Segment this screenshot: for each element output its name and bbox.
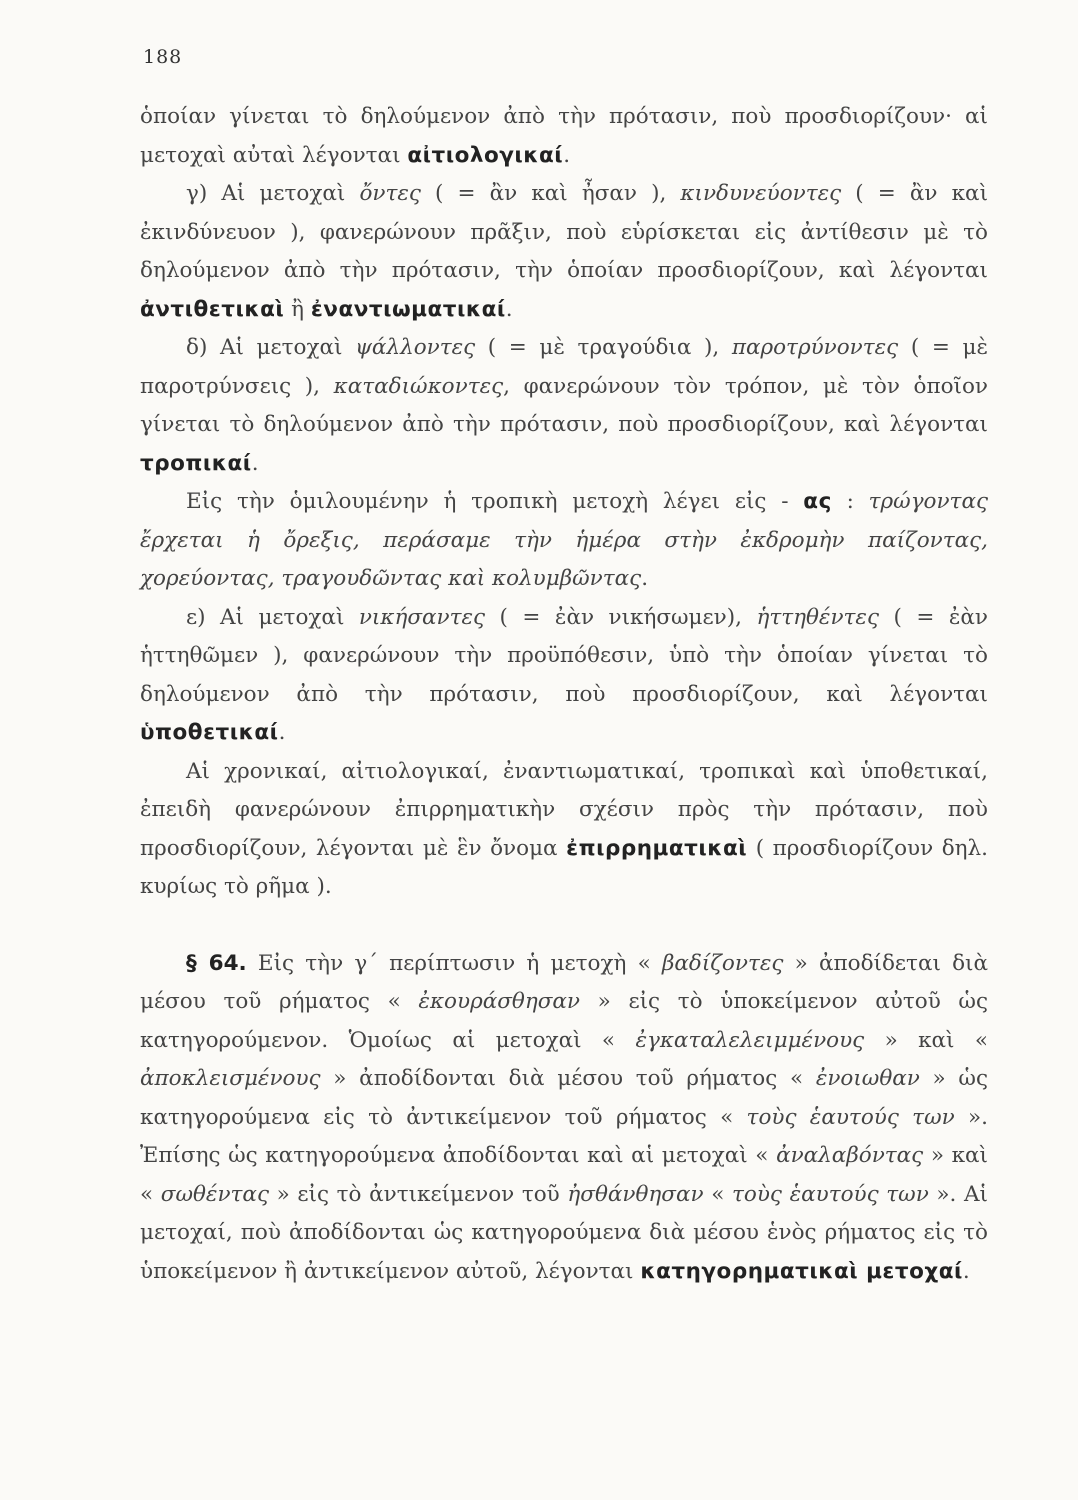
text-run: , φανερώνουν τὸν τρόπον, μὲ τὸν ὁποῖον γίνεται τὸ δηλούμενον ἀπὸ τὴν πρότασιν, ποὺ προσδιορίζουν, καὶ λέγονται xyxy=(140,373,988,437)
text-run: » εἰς τὸ ἀντικείμενον τοῦ xyxy=(269,1181,568,1207)
text-run: » ὡς κατηγορούμενα εἰς τὸ ἀντικείμενον τοῦ ρήματος « xyxy=(140,1066,988,1130)
paragraph-modal xyxy=(140,329,988,483)
page-body xyxy=(140,98,988,1291)
text-run: . xyxy=(505,296,513,322)
example-italic: τοὺς ἑαυτούς των xyxy=(732,1181,929,1207)
example-italic: καταδιώκοντες xyxy=(333,373,504,399)
section-number: § 64. xyxy=(186,950,247,976)
text-run: ( προσδιορίζουν δηλ. κυρίως τὸ ρῆμα ). xyxy=(140,835,988,899)
section-64-paragraph xyxy=(140,945,988,1292)
paragraph-spoken-modal xyxy=(140,483,988,599)
paragraph-adverbial xyxy=(140,753,988,907)
paragraph-causal xyxy=(140,98,988,175)
example-italic: τοὺς ἑαυτούς των xyxy=(746,1104,955,1130)
term-bold: τροπικαί xyxy=(140,450,252,476)
text-run: ε) Αἱ μετοχαὶ xyxy=(186,604,359,630)
term-bold: ὑποθετικαί xyxy=(140,720,279,745)
text-run: » ἀποδίδεται διὰ μέσου τοῦ ρήματος « xyxy=(140,950,988,1014)
text-run: . xyxy=(641,566,649,591)
example-italic: ἐγκαταλελειμμένους xyxy=(635,1027,865,1053)
example-italic: ἠσθάνθησαν xyxy=(567,1181,704,1207)
term-bold: ἀντιθετικαὶ xyxy=(140,296,285,322)
text-run: ( = ἂν καὶ ἦσαν ), xyxy=(420,181,681,206)
text-run: . xyxy=(962,1258,970,1284)
text-run: ἢ xyxy=(284,296,311,322)
text-run: » καὶ « xyxy=(864,1027,989,1053)
text-run: . xyxy=(251,450,259,476)
term-bold: ἐναντιωματικαί xyxy=(310,296,506,322)
suffix-bold: ας xyxy=(803,489,832,514)
example-italic: βαδίζοντες xyxy=(661,950,784,976)
example-italic: ἐνοιωθαν xyxy=(815,1066,920,1091)
text-run: . xyxy=(563,142,571,168)
example-italic: ἀποκλεισμένους xyxy=(140,1066,321,1091)
text-run: ὁποίαν γίνεται τὸ δηλούμενον ἀπὸ τὴν πρότασιν, ποὺ προσδιορίζουν· αἱ μετοχαὶ αὐταὶ λέγονται xyxy=(140,104,988,168)
text-run: ( = μὲ τραγούδια ), xyxy=(475,335,732,360)
page-number: 188 xyxy=(143,46,183,68)
text-run: : xyxy=(831,489,869,514)
text-run: ( = ἐὰν ἡττηθῶμεν ), φανερώνουν τὴν προϋπόθεσιν, ὑπὸ τὴν ὁποίαν γίνεται τὸ δηλούμενον ἀπὸ τὴν πρότασιν, ποὺ προσδιορίζουν, καὶ λέγονται xyxy=(140,604,988,707)
example-italic: νικήσαντες xyxy=(358,604,486,630)
paragraph-conditional xyxy=(140,599,988,753)
text-run: Αἱ χρονικαί, αἰτιολογικαί, ἐναντιωματικαί, τροπικαὶ καὶ ὑποθετικαί, ἐπειδὴ φανερώνουν ἐπιρρηματικὴν σχέσιν πρὸς τὴν πρότασιν, ποὺ προσδιορίζουν, λέγονται μὲ ἓν ὄνομα xyxy=(140,758,988,861)
example-italic: σωθέντας xyxy=(160,1181,269,1207)
text-run: Εἰς τὴν γ΄ περίπτωσιν ἡ μετοχὴ « xyxy=(246,950,662,976)
text-run: ». Ἐπίσης ὡς κατηγορούμενα ἀποδίδονται καὶ αἱ μετοχαὶ « xyxy=(140,1104,988,1168)
paragraph-concessive xyxy=(140,175,988,329)
text-run: δ) Αἱ μετοχαὶ xyxy=(186,335,356,360)
term-bold: αἰτιολογικαί xyxy=(407,142,564,168)
example-italic: ἐκουράσθησαν xyxy=(418,989,580,1014)
text-run: ( = μὲ παροτρύνσεις ), xyxy=(140,335,988,399)
text-run: . xyxy=(278,720,286,745)
example-italic: κινδυνεύοντες xyxy=(680,181,842,206)
example-italic: ἀναλαβόντας xyxy=(776,1143,924,1168)
term-bold: κατηγορηματικαὶ μετοχαί xyxy=(640,1258,963,1284)
text-run: ». Αἱ μετοχαί, ποὺ ἀποδίδονται ὡς κατηγορούμενα διὰ μέσου ἑνὸς ρήματος εἰς τὸ ὑποκείμενον ἢ ἀντικείμενον αὐτοῦ, λέγονται xyxy=(140,1181,988,1284)
example-italic: ὄντες xyxy=(359,181,421,206)
text-run: Εἰς τὴν ὁμιλουμένην ἡ τροπικὴ μετοχὴ λέγει εἰς - xyxy=(186,489,804,514)
text-run: ( = ἐὰν νικήσωμεν), xyxy=(485,604,757,630)
example-italic: τρώγοντας ἔρχεται ἡ ὄρεξις, περάσαμε τὴν ἡμέρα στὴν ἐκδρομὴν παίζοντας, χορεύοντας, τραγουδῶντας καὶ κολυμβῶντας xyxy=(140,489,989,591)
example-italic: ψάλλοντες xyxy=(355,335,476,360)
example-italic: παροτρύνοντες xyxy=(731,335,899,360)
text-run: γ) Αἱ μετοχαὶ xyxy=(186,181,360,206)
text-run: ( = ἂν καὶ ἐκινδύνευον ), φανερώνουν πρᾶξιν, ποὺ εὑρίσκεται εἰς ἀντίθεσιν μὲ τὸ δηλούμενον ἀπὸ τὴν πρότασιν, τὴν ὁποίαν προσδιορίζουν, καὶ λέγονται xyxy=(140,181,988,283)
term-bold: ἐπιρρηματικαὶ xyxy=(566,835,748,861)
text-run: » εἰς τὸ ὑποκείμενον αὐτοῦ ὡς κατηγορούμενον. Ὁμοίως αἱ μετοχαὶ « xyxy=(140,989,989,1053)
text-run: « xyxy=(703,1181,732,1207)
text-run: » ἀποδίδονται διὰ μέσου τοῦ ρήματος « xyxy=(320,1066,816,1091)
example-italic: ἡττηθέντες xyxy=(756,604,880,630)
text-run: » καὶ « xyxy=(140,1143,988,1207)
